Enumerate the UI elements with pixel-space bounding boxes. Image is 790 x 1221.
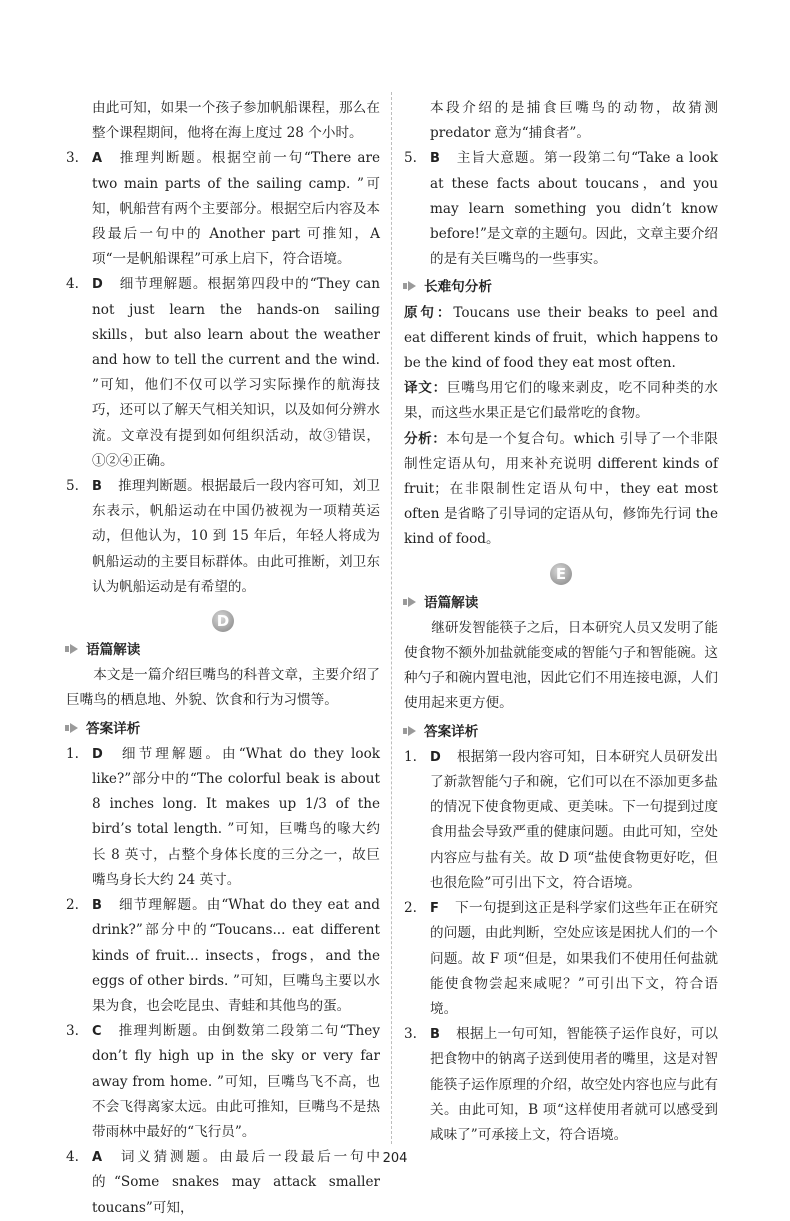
section-heading — [404, 275, 718, 300]
section-badge-e: E — [550, 563, 572, 585]
analysis — [404, 427, 718, 553]
answer-letter: A — [92, 151, 103, 167]
original-text: Toucans use their beaks to peel and eat different kinds of fruit，which happens to be the kind of food they eat most often. — [404, 304, 718, 372]
right-column — [404, 96, 718, 1148]
heading-long-sentence: 长难句分析 — [424, 279, 492, 296]
question-item — [66, 1019, 380, 1145]
heading-reading: 语篇解读 — [424, 594, 479, 611]
question-item — [66, 146, 380, 272]
label-analysis: 分析： — [404, 430, 447, 447]
answer-letter: D — [92, 746, 103, 762]
question-number: 2. — [404, 900, 417, 917]
question-item — [404, 896, 718, 1022]
question-number: 4. — [66, 1149, 79, 1166]
page-number: 204 — [382, 1151, 408, 1166]
heading-answers: 答案详析 — [424, 723, 479, 740]
answer-letter: B — [430, 1027, 440, 1043]
answer-letter: B — [92, 479, 102, 495]
left-column — [66, 96, 380, 1221]
question-number: 3. — [66, 1023, 79, 1040]
explanation-text: 细节理解题。由“What do they eat and drink?”部分中的“Toucans... eat different kinds of fruit... insects，frogs，and the eggs of other birds. ”可知，巨嘴鸟主要以水果为食，也会吃昆虫、青蛙和其他鸟的蛋。 — [92, 897, 380, 1014]
arrow-marker-icon — [408, 726, 416, 736]
question-item — [66, 272, 380, 474]
answer-4-continuation: 本段介绍的是捕食巨嘴鸟的动物，故猜测 predator 意为“捕食者”。 — [430, 100, 718, 142]
reading-text: 本文是一篇介绍巨嘴鸟的科普文章，主要介绍了巨嘴鸟的栖息地、外貌、饮食和行为习惯等。 — [66, 667, 380, 709]
explanation-text: 下一句提到这正是科学家们这些年正在研究的问题，由此判断，空处应该是困扰人们的一个问题。故 F 项“但是，如果我们不使用任何盐就能使食物尝起来咸呢？”可引出下文，符合语境。 — [430, 900, 718, 1017]
section-badge-row — [66, 610, 380, 632]
intro-continuation: 由此可知，如果一个孩子参加帆船课程，那么在整个课程期间，他将在海上度过 28 个小时。 — [92, 100, 380, 142]
column-divider — [391, 92, 392, 1144]
answer-letter: F — [430, 901, 439, 917]
question-number: 2. — [66, 897, 79, 914]
explanation-text: 词义猜测题。由最后一段最后一句中的“Some snakes may attack smaller toucans”可知， — [92, 1149, 380, 1216]
label-translation: 译文： — [404, 380, 447, 397]
question-item — [66, 893, 380, 1019]
explanation-text: 推理判断题。根据空前一句“There are two main parts of the sailing camp. ”可知，帆船营有两个主要部分。根据空后内容及本段最后一句中的 Another part 可推知，A 项“一是帆船课程”可承上启下，符合语境。 — [92, 150, 380, 268]
question-number: 4. — [66, 276, 79, 293]
explanation-text: 根据上一句可知，智能筷子运作良好，可以把食物中的钠离子送到使用者的嘴里，这是对智能筷子运作原理的介绍，故空处内容也应与此有关。由此可知，B 项“这样使用者就可以感受到咸味了”可承接上文，符合语境。 — [430, 1026, 718, 1143]
answer-letter: B — [92, 898, 102, 914]
heading-answers: 答案详析 — [86, 720, 141, 737]
answer-letter: D — [92, 277, 103, 293]
label-original: 原句： — [404, 304, 454, 321]
answer-letter: D — [430, 749, 441, 765]
answer-letter: B — [430, 151, 440, 167]
heading-reading: 语篇解读 — [86, 642, 141, 659]
section-badge-row — [404, 563, 718, 585]
question-number: 3. — [404, 1026, 417, 1043]
question-number: 1. — [404, 748, 417, 765]
answer-letter: A — [92, 1150, 103, 1166]
question-item — [404, 1022, 718, 1148]
analysis-text: 本句是一个复合句。which 引导了一个非限制性定语从句，用来补充说明 different kinds of fruit；在非限制性定语从句中，they eat most often 是省略了引导词的定语从句，修饰先行词 the kind of food。 — [404, 430, 718, 548]
question-number: 3. — [66, 150, 79, 167]
translation — [404, 376, 718, 426]
section-badge-d: D — [212, 610, 234, 632]
translation-text: 巨嘴鸟用它们的喙来剥皮，吃不同种类的水果，而这些水果正是它们最常吃的食物。 — [404, 380, 719, 422]
arrow-marker-icon — [70, 644, 78, 654]
original-sentence — [404, 301, 718, 377]
question-item — [404, 745, 718, 896]
answer-letter: C — [92, 1024, 102, 1040]
question-number: 5. — [66, 478, 79, 495]
explanation-text: 细节理解题。根据第四段中的“They can not just learn the hands-on sailing skills，but also learn about the weather and how to tell the current and the wind. ”可知，他们不仅可以学习实际操作的航海技巧，还可以了解天气相关知识，以及如何分辨水流。文章没有提到如何组织活动，故③错误，①②④正确。 — [92, 276, 380, 469]
question-number: 5. — [404, 150, 417, 167]
section-heading — [404, 591, 718, 616]
question-item — [66, 742, 380, 893]
section-heading — [66, 638, 380, 663]
explanation-text: 推理判断题。根据最后一段内容可知，刘卫东表示，帆船运动在中国仍被视为一项精英运动，但他认为，10 到 15 年后，年轻人将成为帆船运动的主要目标群体。由此可推断，刘卫东认为帆船运动是有希望的。 — [92, 478, 380, 595]
arrow-marker-icon — [70, 723, 78, 733]
explanation-text: 细节理解题。由“What do they look like?”部分中的“The colorful beak is about 8 inches long. It makes up 1/3 of the bird’s total length. ”可知，巨嘴鸟的喙大约长 8 英寸，占整个身体长度的三分之一，故巨嘴鸟身长大约 24 英寸。 — [92, 745, 380, 888]
section-heading — [66, 717, 380, 742]
arrow-marker-icon — [408, 597, 416, 607]
question-item — [404, 146, 718, 272]
arrow-marker-icon — [408, 281, 416, 291]
explanation-text: 根据第一段内容可知，日本研究人员研发出了新款智能勺子和碗，它们可以在不添加更多盐的情况下使食物更咸、更美味。下一句提到过度食用盐会导致严重的健康问题。由此可知，空处内容应与盐有关。故 D 项“盐使食物更好吃，但也很危险”可引出下文，符合语境。 — [430, 748, 718, 891]
section-heading — [404, 720, 718, 745]
explanation-text: 推理判断题。由倒数第二段第二句“They don’t fly high up in the sky or very far away from home. ”可知，巨嘴鸟飞不高，也不会飞得离家太远。由此可推知，巨嘴鸟不是热带雨林中最好的“飞行员”。 — [92, 1023, 380, 1140]
question-number: 1. — [66, 745, 79, 762]
reading-text: 继研发智能筷子之后，日本研究人员又发明了能使食物不额外加盐就能变咸的智能勺子和智能碗。这种勺子和碗内置电池，因此它们不用连接电源，人们使用起来更方便。 — [404, 619, 718, 712]
question-item — [66, 474, 380, 600]
explanation-text: 主旨大意题。第一段第二句“Take a look at these facts about toucans，and you may learn something you didn’t know before!”是文章的主题句。因此，文章主要介绍的是有关巨嘴鸟的一些事实。 — [430, 150, 719, 268]
